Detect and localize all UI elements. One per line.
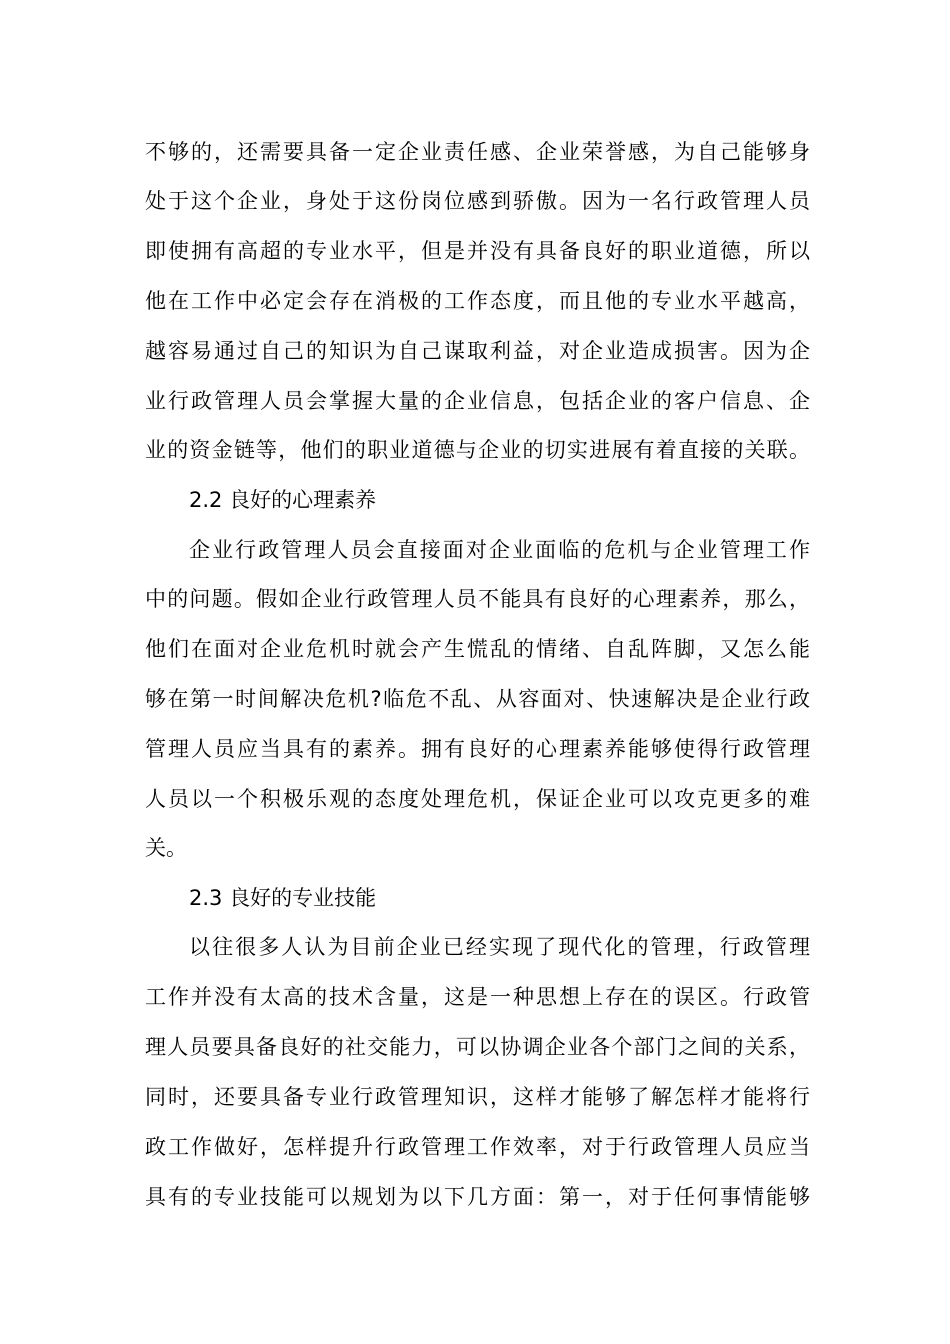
section-2-3-line-4: 同时，还要具备专业行政管理知识，这样才能够了解怎样才能将行 (145, 1085, 810, 1109)
section-2-3-line-5: 政工作做好，怎样提升行政管理工作效率，对于行政管理人员应当 (145, 1135, 810, 1159)
paragraph-1-line-1: 不够的，还需要具备一定企业责任感、企业荣誉感，为自己能够身 (145, 140, 810, 164)
section-2-3-line-6: 具有的专业技能可以规划为以下几方面：第一，对于任何事情能够 (145, 1185, 810, 1209)
section-2-2-line-7: 关。 (145, 836, 187, 860)
paragraph-1-line-7: 业的资金链等，他们的职业道德与企业的切实进展有着直接的关联。 (145, 438, 810, 462)
section-2-3-line-1: 以往很多人认为目前企业已经实现了现代化的管理，行政管理 (189, 935, 810, 959)
section-2-2-line-2: 中的问题。假如企业行政管理人员不能具有良好的心理素养，那么， (145, 587, 810, 611)
section-2-2-line-1: 企业行政管理人员会直接面对企业面临的危机与企业管理工作 (189, 538, 810, 562)
section-2-3-line-3: 理人员要具备良好的社交能力，可以协调企业各个部门之间的关系， (145, 1035, 810, 1059)
section-2-2-line-5: 管理人员应当具有的素养。拥有良好的心理素养能够使得行政管理 (145, 737, 810, 761)
paragraph-1-line-4: 他在工作中必定会存在消极的工作态度，而且他的专业水平越高， (145, 289, 810, 313)
section-2-3-line-2: 工作并没有太高的技术含量，这是一种思想上存在的误区。行政管 (145, 985, 810, 1009)
section-2-3-heading: 2.3 良好的专业技能 (189, 886, 377, 910)
paragraph-1-line-6: 业行政管理人员会掌握大量的企业信息，包括企业的客户信息、企 (145, 389, 810, 413)
section-2-2-line-4: 够在第一时间解决危机?临危不乱、从容面对、快速解决是企业行政 (145, 687, 810, 711)
paragraph-1-line-3: 即使拥有高超的专业水平，但是并没有具备良好的职业道德，所以 (145, 239, 810, 263)
paragraph-1-line-5: 越容易通过自己的知识为自己谋取利益，对企业造成损害。因为企 (145, 339, 810, 363)
section-2-2-line-3: 他们在面对企业危机时就会产生慌乱的情绪、自乱阵脚，又怎么能 (145, 637, 810, 661)
section-2-2-line-6: 人员以一个积极乐观的态度处理危机，保证企业可以攻克更多的难 (145, 787, 810, 811)
section-2-2-heading: 2.2 良好的心理素养 (189, 488, 377, 512)
paragraph-1-line-2: 处于这个企业，身处于这份岗位感到骄傲。因为一名行政管理人员 (145, 189, 810, 213)
